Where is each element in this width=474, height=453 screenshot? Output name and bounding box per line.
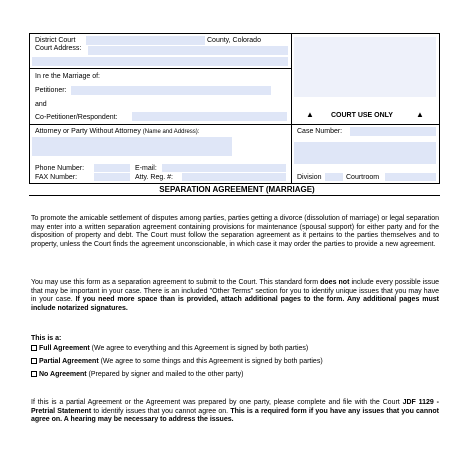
caption-divider-vertical bbox=[291, 33, 292, 184]
intro-paragraph: To promote the amicable settlement of disputes among parties, parties getting a divorce (dissolution of marriage) or legal separation may enter into a written separation agreement containing provisions for maintenance (spousal support) for either party and for the disposition of property and debt. The Court must follow the separation agreement as it pertains to the parties themselves and to property, unless the Court finds the agreement unconscionable, in which case it may order the parties to provide a new agreement. bbox=[31, 215, 439, 248]
case-number-label: Case Number: bbox=[297, 128, 343, 135]
partial-agreement-desc: (We agree to some things and this Agreement is signed by both parties) bbox=[98, 358, 323, 365]
attorney-field[interactable] bbox=[32, 137, 232, 156]
arrow-up-icon-left: ▲ bbox=[306, 110, 314, 119]
fax-field[interactable] bbox=[94, 173, 130, 181]
partial-text-jdf: JDF 1129 - Pretrial Statement bbox=[31, 399, 439, 415]
court-address-field-2[interactable] bbox=[32, 57, 288, 66]
case-number-field[interactable] bbox=[350, 127, 436, 136]
case-number-field-2[interactable] bbox=[294, 142, 436, 164]
courtroom-field[interactable] bbox=[385, 173, 436, 181]
phone-label: Phone Number: bbox=[35, 165, 85, 172]
document-title: SEPARATION AGREEMENT (MARRIAGE) bbox=[159, 185, 315, 194]
partial-text-required: This is a required form if you have any issues that you cannot agree on. A hearing may be necessary to address the issues. bbox=[31, 407, 439, 424]
partial-agreement-label: Partial Agreement bbox=[39, 358, 99, 365]
attorney-label-note: (Name and Address): bbox=[142, 129, 200, 135]
division-label: Division bbox=[297, 174, 322, 181]
option-partial-agreement[interactable] bbox=[31, 357, 323, 366]
caption-divider-title bbox=[29, 183, 440, 184]
district-court-label: District Court bbox=[35, 37, 76, 44]
usage-text-more-space: If you need more space than is provided, attach additional pages to the form. Any additional pages must include notarized signatures. bbox=[31, 296, 439, 312]
partial-text-c: to identify issues that you cannot agree on. bbox=[91, 407, 231, 415]
atty-reg-field[interactable] bbox=[182, 173, 286, 181]
email-field[interactable] bbox=[162, 164, 286, 172]
court-use-only-label: COURT USE ONLY bbox=[331, 112, 393, 119]
title-rule bbox=[29, 195, 440, 196]
attorney-label-text: Attorney or Party Without Attorney bbox=[35, 128, 141, 135]
usage-text-a: You may use this form as a separation agreement to submit to the Court. This standard form bbox=[31, 279, 321, 286]
arrow-up-icon-right: ▲ bbox=[416, 110, 424, 119]
court-address-rule bbox=[29, 68, 291, 69]
partial-paragraph bbox=[31, 399, 439, 425]
petitioner-label: Petitioner: bbox=[35, 87, 67, 94]
partial-agreement-checkbox[interactable] bbox=[31, 358, 37, 364]
attorney-label bbox=[35, 128, 199, 136]
full-agreement-checkbox[interactable] bbox=[31, 345, 37, 351]
phone-field[interactable] bbox=[94, 164, 130, 172]
option-full-agreement[interactable] bbox=[31, 344, 308, 353]
caption-divider-top bbox=[29, 124, 440, 125]
court-address-label: Court Address: bbox=[35, 45, 82, 52]
division-field[interactable] bbox=[325, 173, 343, 181]
county-label: County, Colorado bbox=[207, 37, 261, 44]
co-petitioner-field[interactable] bbox=[132, 112, 287, 121]
full-agreement-desc: (We agree to everything and this Agreement is signed by both parties) bbox=[89, 345, 309, 352]
partial-text-a: If this is a partial Agreement or the Agreement was prepared by one party, please complete and file with the Court bbox=[31, 399, 403, 406]
usage-text-c: include every possible issue that may be important in your case. There is an included "Other Terms" section for you to identify unique issues that you may have in your case. bbox=[31, 279, 439, 304]
usage-paragraph bbox=[31, 279, 439, 313]
this-is-a-label: This is a: bbox=[31, 335, 62, 342]
no-agreement-label: No Agreement bbox=[39, 371, 87, 378]
no-agreement-checkbox[interactable] bbox=[31, 371, 37, 377]
usage-text-does-not: does not bbox=[320, 279, 350, 286]
full-agreement-label: Full Agreement bbox=[39, 345, 90, 352]
email-label: E-mail: bbox=[135, 165, 157, 172]
option-no-agreement[interactable] bbox=[31, 370, 243, 379]
district-court-field[interactable] bbox=[86, 36, 205, 45]
petitioner-field[interactable] bbox=[71, 86, 271, 95]
courtroom-label: Courtroom bbox=[346, 174, 380, 181]
court-address-field[interactable] bbox=[88, 46, 288, 55]
and-label: and bbox=[35, 101, 47, 108]
fax-label: FAX Number: bbox=[35, 174, 78, 181]
atty-reg-label: Atty. Reg. #: bbox=[135, 174, 173, 181]
court-use-area bbox=[294, 37, 436, 97]
co-petitioner-label: Co-Petitioner/Respondent: bbox=[35, 114, 118, 121]
in-re-label: In re the Marriage of: bbox=[35, 73, 100, 80]
no-agreement-desc: (Prepared by signer and mailed to the other party) bbox=[86, 371, 244, 378]
